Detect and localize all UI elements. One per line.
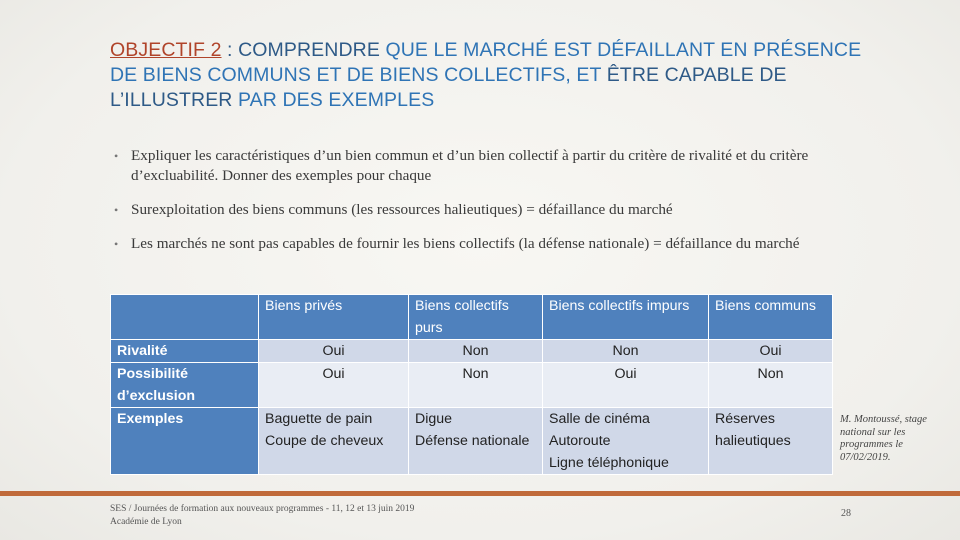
example-item: Coupe de cheveux xyxy=(265,433,384,449)
example-item: Défense nationale xyxy=(415,433,530,449)
example-item: Salle de cinéma xyxy=(549,411,650,427)
footer xyxy=(110,503,530,529)
table-cell: Oui xyxy=(543,363,709,408)
table-cell: Oui xyxy=(709,340,833,363)
table-header-cell: Biens collectifs purs xyxy=(409,295,543,340)
table-row xyxy=(111,340,833,363)
table-header-cell: Biens communs xyxy=(709,295,833,340)
example-item: Baguette de pain xyxy=(265,411,373,427)
example-item: Ligne téléphonique xyxy=(549,455,669,471)
table-row xyxy=(111,408,833,475)
objective-label: OBJECTIF 2 xyxy=(110,39,222,61)
row-label: Possibilité d’exclusion xyxy=(111,363,259,408)
title-part-1: : COMPRENDRE xyxy=(221,39,380,61)
example-item: Réserves halieutiques xyxy=(715,411,791,449)
bullet-list xyxy=(114,146,854,268)
bullet-item: • Surexploitation des biens communs (les ressources halieutiques) = défaillance du marché xyxy=(114,200,854,220)
table-cell: Oui xyxy=(259,363,409,408)
bullet-item: • Expliquer les caractéristiques d’un bien commun et d’un bien collectif à partir du critère de rivalité et du critère d’excluabilité. Donner des exemples pour chaque xyxy=(114,146,854,186)
source-note: M. Montoussé, stage national sur les programmes le 07/02/2019. xyxy=(840,414,927,463)
table-cell: Non xyxy=(409,340,543,363)
table-cell xyxy=(409,408,543,475)
title-part-3: ÊTRE CAPABLE DE L’ILLUSTRER xyxy=(110,64,787,111)
table-cell: Oui xyxy=(259,340,409,363)
table-cell xyxy=(259,408,409,475)
title-part-2: QUE LE MARCHÉ EST DÉFAILLANT EN PRÉSENCE DE BIENS COMMUNS ET DE BIENS COLLECTIFS, ET xyxy=(110,39,862,86)
table-cell xyxy=(709,408,833,475)
table-header-cell: Biens privés xyxy=(259,295,409,340)
table-header-row xyxy=(111,295,833,340)
table-header-cell: Biens collectifs impurs xyxy=(543,295,709,340)
table-cell: Non xyxy=(543,340,709,363)
row-label: Rivalité xyxy=(111,340,259,363)
table-row xyxy=(111,363,833,408)
page-number: 28 xyxy=(841,508,851,519)
table-cell: Non xyxy=(409,363,543,408)
example-item: Autoroute xyxy=(549,433,611,449)
goods-classification-table xyxy=(110,294,833,475)
accent-bar xyxy=(0,491,960,496)
row-label: Exemples xyxy=(111,408,259,475)
footer-line: SES / Journées de formation aux nouveaux programmes - 11, 12 et 13 juin 2019 xyxy=(110,504,415,514)
example-item: Digue xyxy=(415,411,453,427)
bullet-item: • Les marchés ne sont pas capables de fournir les biens collectifs (la défense nationale) = défaillance du marché xyxy=(114,234,854,254)
table-cell xyxy=(543,408,709,475)
table-header-cell xyxy=(111,295,259,340)
slide-title xyxy=(110,38,870,113)
footer-line: Académie de Lyon xyxy=(110,517,182,527)
table-cell: Non xyxy=(709,363,833,408)
title-part-4: PAR DES EXEMPLES xyxy=(232,89,435,111)
